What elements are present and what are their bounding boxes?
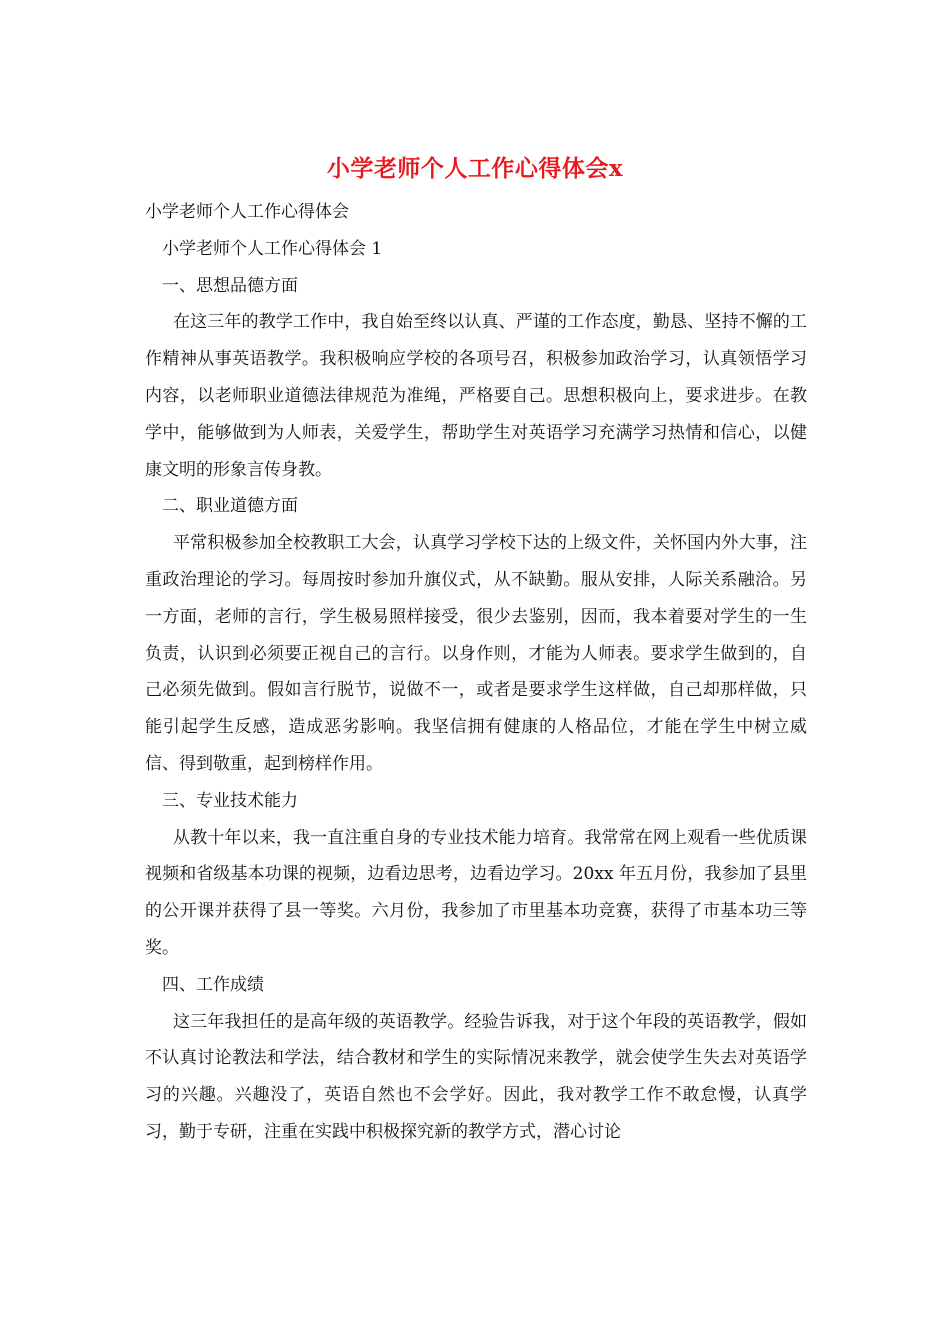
document-title: 小学老师个人工作心得体会x (326, 155, 624, 182)
paragraph-4: 这三年我担任的是高年级的英语教学。经验告诉我，对于这个年段的英语教学，假如不认真讨论教法和学法，结合教材和学生的实际情况来教学，就会使学生失去对英语学习的兴趣。兴趣没了，英语自然也不会学好。因此，我对教学工作不敢怠慢，认真学习，勤于专研，注重在实践中积极探究新的教学方式，潜心讨论 (145, 1011, 807, 1142)
document-body (145, 194, 807, 1151)
paragraph-2: 平常积极参加全校教职工大会，认真学习学校下达的上级文件，关怀国内外大事，注重政治理论的学习。每周按时参加升旗仪式，从不缺勤。服从安排，人际关系融洽。另一方面，老师的言行，学生极易照样接受，很少去鉴别，因而，我本着要对学生的一生负责，认识到必须要正视自己的言行。以身作则，才能为人师表。要求学生做到的，自己必须先做到。假如言行脱节，说做不一，或者是要求学生这样做，自己却那样做，只能引起学生反感，造成恶劣影响。我坚信拥有健康的人格品位，才能在学生中树立威信、得到敬重，起到榜样作用。 (145, 533, 807, 774)
paragraph-3: 从教十年以来，我一直注重自身的专业技术能力培育。我常常在网上观看一些优质课视频和省级基本功课的视频，边看边思考，边看边学习。20xx 年五月份，我参加了县里的公开课并获得了县一等奖。六月份，我参加了市里基本功竞赛，获得了市基本功三等奖。 (145, 827, 807, 958)
section-heading-2: 二、职业道德方面 (162, 496, 298, 517)
subtitle-line: 小学老师个人工作心得体会 (145, 202, 349, 222)
section-heading-1: 一、思想品德方面 (162, 275, 298, 296)
section-heading-3: 三、专业技术能力 (162, 790, 298, 811)
paragraph-1: 在这三年的教学工作中，我自始至终以认真、严谨的工作态度，勤恳、坚持不懈的工作精神从事英语教学。我积极响应学校的各项号召，积极参加政治学习，认真领悟学习内容，以老师职业道德法律规范为准绳，严格要自己。思想积极向上，要求进步。在教学中，能够做到为人师表，关爱学生，帮助学生对英语学习充满学习热情和信心，以健康文明的形象言传身教。 (145, 312, 807, 480)
section-subheading: 小学老师个人工作心得体会 1 (162, 238, 383, 259)
section-heading-4: 四、工作成绩 (162, 974, 264, 995)
